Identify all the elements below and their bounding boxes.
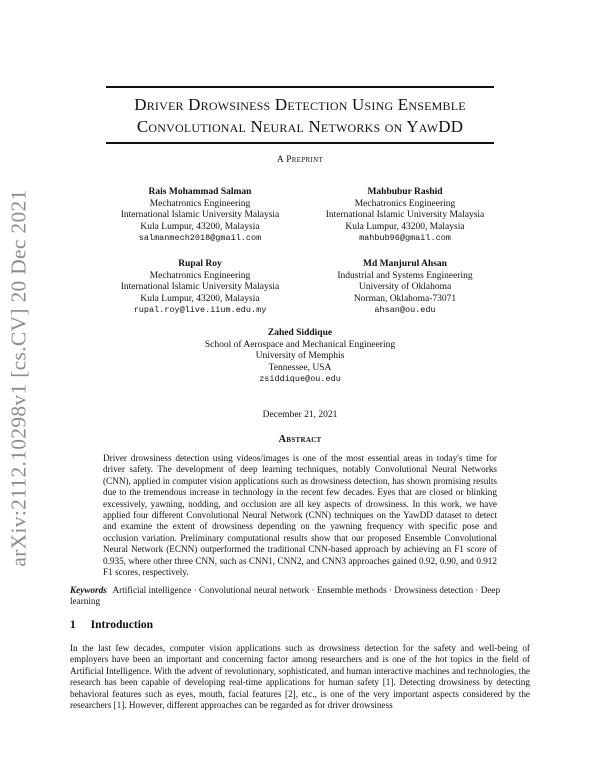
keywords-text: Artificial intelligence · Convolutional neural network · Ensemble methods · Drowsiness detection · Deep learning — [70, 585, 501, 607]
author-dept: Industrial and Systems Engineering — [337, 270, 473, 281]
preprint-label: A Preprint — [276, 155, 324, 165]
author-location: Tennessee, USA — [268, 362, 332, 373]
keywords — [70, 585, 530, 608]
abstract-text: Driver drowsiness detection using videos/images is one of the most essential areas in today's time for driver safety. The development of deep learning techniques, notably Convolutional Neural Networks (CNN), applied in computer vision applications such as drowsiness detection, has shown promising results due to the tremendous increase in technology in the recent few decades. Eyes that are closed or blinking excessively, yawning, nodding, and occlusion are all key aspects of drowsiness. In this work, we have applied four different Convolutional Neural Network (CNN) techniques on the YawDD dataset to detect and examine the extent of drowsiness depending on the yawning frequency with specific pose and occlusion variation. Preliminary computational results show that our proposed Ensemble Convolutional Neural Network (ECNN) outperformed the traditional CNN-based approach by achieving an F1 score of 0.935, where other three CNN, such as CNN1, CNN2, and CNN3 approaches gained 0.92, 0.90, and 0.912 F1 scores, respectively. — [103, 453, 497, 578]
paper-title-line1: Driver Drowsiness Detection Using Ensemble — [134, 95, 466, 114]
author-dept: School of Aerospace and Mechanical Engineering — [204, 339, 396, 350]
section-number: 1 — [70, 619, 76, 631]
author-location: Kula Lumpur, 43200, Malaysia — [140, 293, 260, 304]
author-block — [170, 328, 430, 386]
section-heading — [70, 619, 153, 631]
paper-title — [70, 94, 530, 138]
author-email[interactable]: mahbub96@gmail.com — [359, 233, 451, 243]
title-rule-top — [106, 86, 494, 88]
author-dept: Mechatronics Engineering — [149, 198, 251, 209]
author-block — [100, 259, 300, 317]
paper-title-line2: Convolutional Neural Networks on YawDD — [136, 117, 464, 136]
author-block — [305, 187, 505, 245]
author-dept: Mechatronics Engineering — [149, 270, 251, 281]
author-email[interactable]: rupal.roy@live.iium.edu.my — [133, 305, 267, 315]
author-name: Md Manjurul Ahsan — [363, 259, 447, 269]
section-title: Introduction — [90, 619, 154, 631]
author-email[interactable]: zsiddique@ou.edu — [259, 374, 341, 384]
author-institution: University of Memphis — [255, 351, 345, 361]
author-location: Norman, Oklahoma-73071 — [353, 293, 457, 304]
keywords-label: Keywords — [70, 585, 107, 595]
author-location: Kula Lumpur, 43200, Malaysia — [140, 221, 260, 232]
author-location: Kula Lumpur, 43200, Malaysia — [345, 221, 465, 232]
author-institution: International Islamic University Malaysia — [120, 282, 280, 292]
author-institution: University of Oklahoma — [358, 282, 452, 292]
author-name: Rais Mohammad Salman — [148, 187, 252, 197]
author-dept: Mechatronics Engineering — [354, 198, 456, 209]
author-email[interactable]: salmanmech2018@gmail.com — [138, 233, 262, 243]
author-block — [100, 187, 300, 245]
author-email[interactable]: ahsan@ou.edu — [374, 305, 436, 315]
author-name: Mahbubur Rashid — [367, 187, 443, 197]
arxiv-stamp-text: arXiv:2112.10298v1 [cs.CV] 20 Dec 2021 — [6, 189, 31, 567]
author-name: Rupal Roy — [178, 259, 222, 269]
paper-date: December 21, 2021 — [262, 410, 338, 420]
introduction-text: In the last few decades, computer vision applications such as drowsiness detection for the safety and well-being of employers have been an important and concerning factor among researchers and is one of the hot topics in the field of Artificial Intelligence. With the advent of revolutionary, sophisticated, and human interactive machines and technologies, the research has been capable of developing real-time applications for human safety [1]. Detecting drowsiness by detecting behavioral features such as eyes, mouth, facial features [2], etc., is one of the very important aspects considered by the researchers [1]. However, different approaches can be regarded as for driver drowsiness — [70, 643, 530, 711]
author-institution: International Islamic University Malaysia — [325, 210, 485, 220]
author-institution: International Islamic University Malaysia — [120, 210, 280, 220]
arxiv-stamp — [4, 178, 34, 578]
abstract-heading: Abstract — [278, 434, 322, 445]
author-block — [305, 259, 505, 317]
title-rule-bottom — [106, 142, 494, 144]
author-name: Zahed Siddique — [267, 328, 333, 338]
